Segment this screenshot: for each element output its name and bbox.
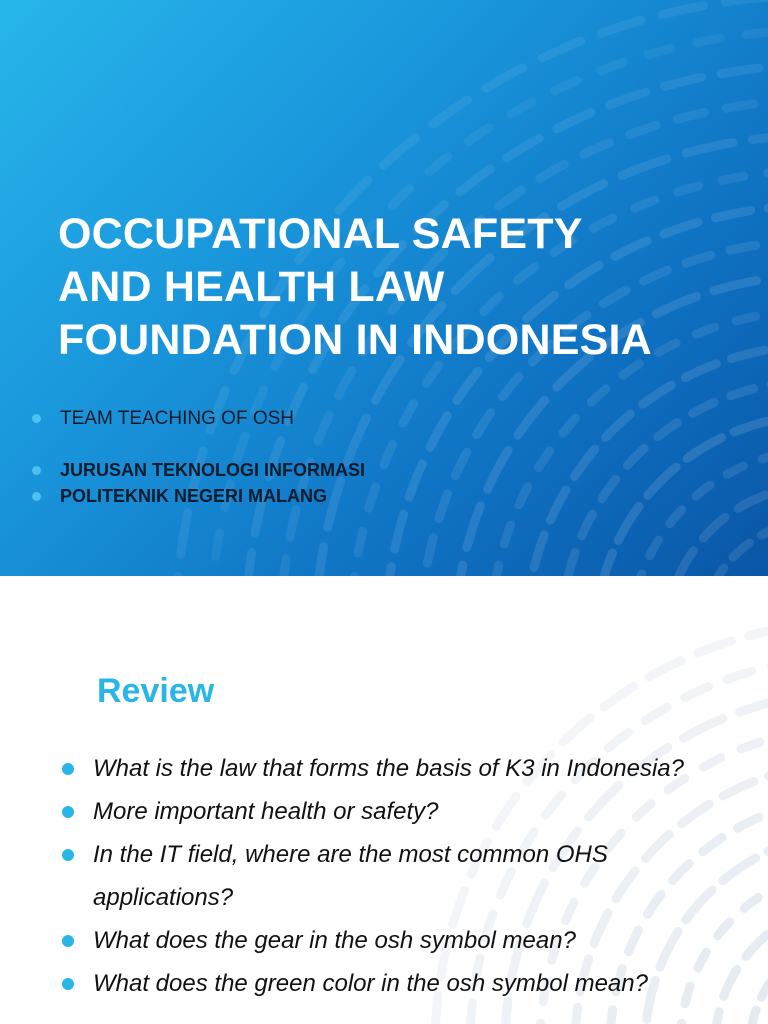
title-line: OCCUPATIONAL SAFETY	[58, 210, 583, 258]
slide-title	[58, 208, 748, 367]
question-text: What does the gear in the osh symbol mean?	[93, 927, 576, 954]
bullet-dot-icon	[32, 492, 41, 501]
list-item	[62, 747, 702, 790]
bullet-dot-icon	[32, 414, 41, 423]
bullet-dot-icon	[62, 935, 74, 947]
bullet-dot-icon	[62, 806, 74, 818]
bullet-dot-icon	[62, 763, 74, 775]
institution-text: POLITEKNIK NEGERI MALANG	[60, 486, 328, 506]
department-text: JURUSAN TEKNOLOGI INFORMASI	[60, 460, 366, 480]
review-question-list	[62, 747, 702, 1005]
subtitle-team-teaching	[60, 408, 294, 430]
bullet-dot-icon	[62, 978, 74, 990]
question-text: More important health or safety?	[93, 798, 439, 825]
question-text: In the IT field, where are the most common OHS applications?	[93, 841, 608, 911]
subtitle-department	[60, 460, 365, 481]
list-item	[62, 962, 702, 1005]
title-line: FOUNDATION IN INDONESIA	[58, 316, 652, 364]
bullet-dot-icon	[32, 466, 41, 475]
bullet-dot-icon	[62, 849, 74, 861]
list-item	[62, 919, 702, 962]
list-item	[62, 790, 702, 833]
review-slide	[0, 576, 768, 1024]
subtitle-text: TEAM TEACHING OF OSH	[60, 408, 295, 429]
title-line: AND HEALTH LAW	[58, 263, 445, 311]
review-heading: Review	[97, 672, 215, 710]
subtitle-institution	[60, 486, 327, 507]
question-text: What is the law that forms the basis of K3 in Indonesia?	[93, 755, 684, 782]
question-text: What does the green color in the osh symbol mean?	[93, 970, 648, 997]
list-item	[62, 833, 702, 919]
